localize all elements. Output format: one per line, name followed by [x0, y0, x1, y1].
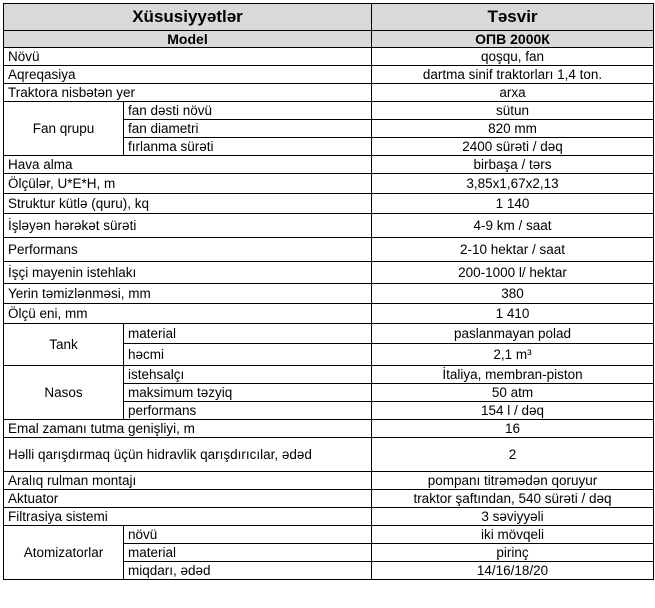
group-label-tank: Tank — [4, 324, 124, 366]
table-row — [4, 304, 654, 324]
row-value: 50 atm — [372, 384, 654, 402]
sub-label: istehsalçı — [124, 366, 372, 384]
table-row — [4, 194, 654, 214]
row-value: qoşqu, fan — [372, 48, 654, 66]
table-row — [4, 66, 654, 84]
row-value: 16 — [372, 420, 654, 438]
table-row — [4, 490, 654, 508]
sub-label: material — [124, 544, 372, 562]
row-value: 3 səviyyəli — [372, 508, 654, 526]
row-value: iki mövqeli — [372, 526, 654, 544]
sub-label: performans — [124, 402, 372, 420]
sub-label: həcmi — [124, 344, 372, 366]
row-value: pirinç — [372, 544, 654, 562]
table-row — [4, 284, 654, 304]
header-description: Təsvir — [372, 4, 654, 31]
model-value: ОПВ 2000К — [372, 31, 654, 48]
row-value: 2-10 hektar / saat — [372, 238, 654, 262]
row-value: 380 — [372, 284, 654, 304]
table-row — [4, 214, 654, 238]
sub-label: fırlanma sürəti — [124, 138, 372, 156]
table-row — [4, 526, 654, 544]
row-value: 14/16/18/20 — [372, 562, 654, 580]
group-label-atomizator: Atomizatorlar — [4, 526, 124, 580]
table-row — [4, 238, 654, 262]
header-feature: Xüsusiyyətlər — [4, 4, 372, 31]
row-label: Həlli qarışdırmaq üçün hidravlik qarışdırıcılar, ədəd — [4, 438, 372, 472]
row-label: Performans — [4, 238, 372, 262]
row-value: dartma sinif traktorları 1,4 ton. — [372, 66, 654, 84]
sub-label: maksimum təzyiq — [124, 384, 372, 402]
row-label: Aktuator — [4, 490, 372, 508]
row-value: 2 — [372, 438, 654, 472]
row-value: paslanmayan polad — [372, 324, 654, 344]
table-row — [4, 102, 654, 120]
row-label: Ölçülər, U*E*H, m — [4, 174, 372, 194]
row-label: Ölçü eni, mm — [4, 304, 372, 324]
model-label: Model — [4, 31, 372, 48]
row-label: Aralıq rulman montajı — [4, 472, 372, 490]
row-label: Hava alma — [4, 156, 372, 174]
row-value: 2400 sürəti / dəq — [372, 138, 654, 156]
row-value: 1 140 — [372, 194, 654, 214]
table-row — [4, 84, 654, 102]
sub-label: fan diametri — [124, 120, 372, 138]
table-row — [4, 174, 654, 194]
sub-label: material — [124, 324, 372, 344]
table-row — [4, 48, 654, 66]
row-label: İşləyən hərəkət sürəti — [4, 214, 372, 238]
row-value: birbaşa / tərs — [372, 156, 654, 174]
row-value: pompanı titrəmədən qoruyur — [372, 472, 654, 490]
row-value: traktor şaftından, 540 sürəti / dəq — [372, 490, 654, 508]
sub-label: fan dəsti növü — [124, 102, 372, 120]
table-row — [4, 472, 654, 490]
table-row — [4, 324, 654, 344]
row-label: Filtrasiya sistemi — [4, 508, 372, 526]
row-value: 3,85x1,67x2,13 — [372, 174, 654, 194]
row-label: Növü — [4, 48, 372, 66]
row-value: 2,1 m³ — [372, 344, 654, 366]
row-value: 154 l / dəq — [372, 402, 654, 420]
row-label: İşçi mayenin istehlakı — [4, 262, 372, 284]
row-label: Emal zamanı tutma genişliyi, m — [4, 420, 372, 438]
table-row — [4, 420, 654, 438]
group-label-nasos: Nasos — [4, 366, 124, 420]
row-value: sütun — [372, 102, 654, 120]
sub-label: miqdarı, ədəd — [124, 562, 372, 580]
row-label: Struktur kütlə (quru), kq — [4, 194, 372, 214]
group-label-fan: Fan qrupu — [4, 102, 124, 156]
row-value: İtaliya, membran-piston — [372, 366, 654, 384]
table-row — [4, 508, 654, 526]
sub-label: növü — [124, 526, 372, 544]
row-value: 200-1000 l/ hektar — [372, 262, 654, 284]
row-label: Aqreqasiya — [4, 66, 372, 84]
table-row — [4, 262, 654, 284]
table-header-row — [4, 4, 654, 31]
table-row — [4, 438, 654, 472]
table-row — [4, 366, 654, 384]
row-label: Traktora nisbətən yer — [4, 84, 372, 102]
row-value: 820 mm — [372, 120, 654, 138]
table-row — [4, 156, 654, 174]
spec-table — [3, 3, 654, 580]
model-row — [4, 31, 654, 48]
row-value: 1 410 — [372, 304, 654, 324]
row-value: arxa — [372, 84, 654, 102]
row-value: 4-9 km / saat — [372, 214, 654, 238]
row-label: Yerin təmizlənməsi, mm — [4, 284, 372, 304]
